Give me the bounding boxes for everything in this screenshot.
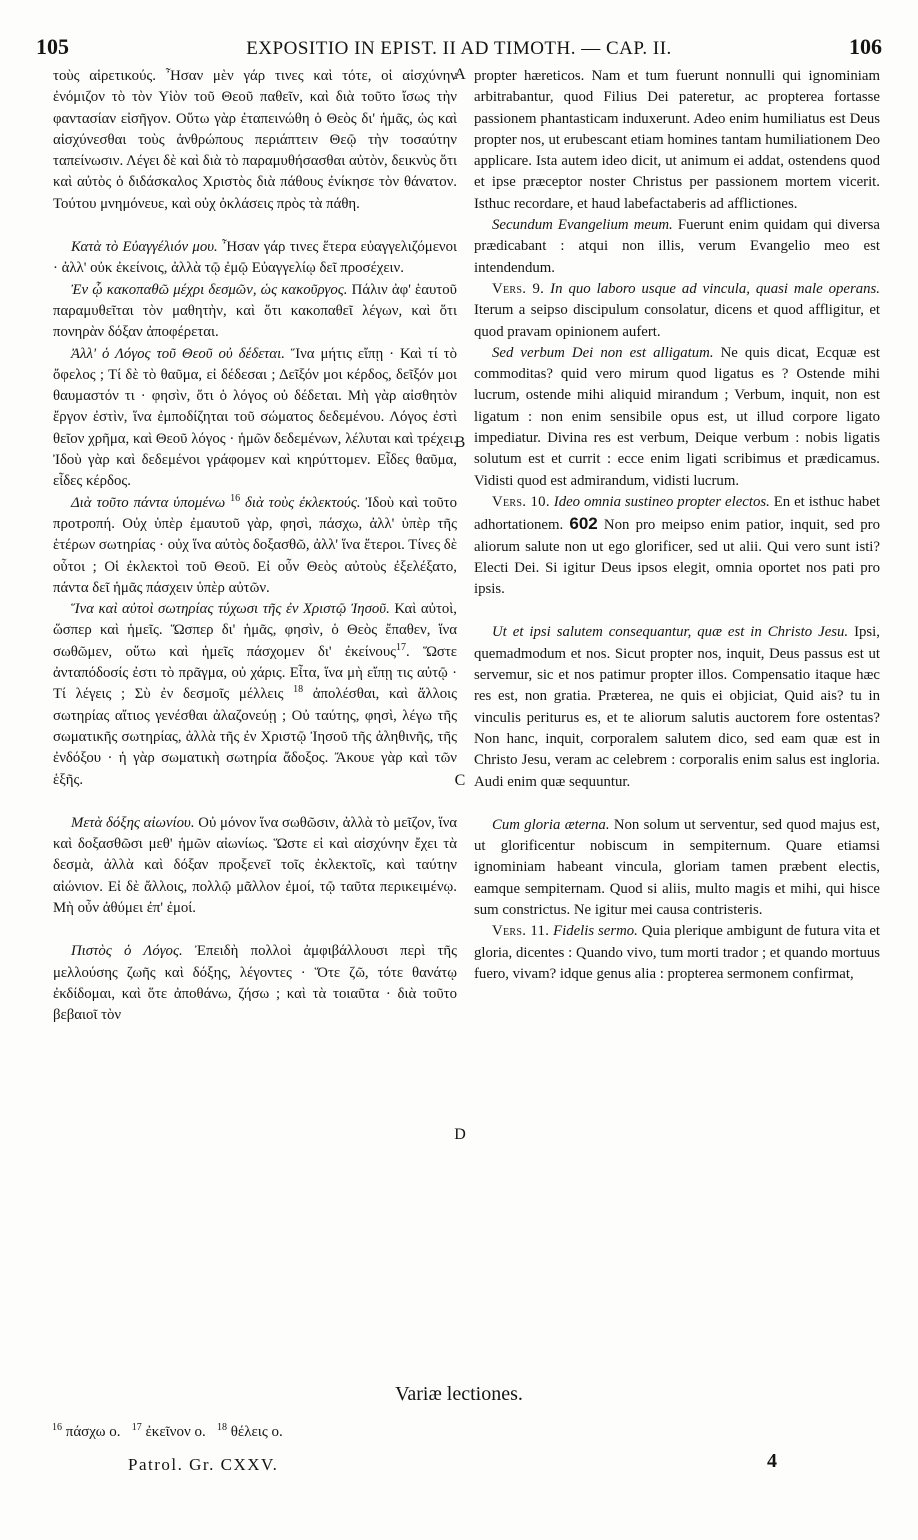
greek-lemma: Ἵνα καὶ αὐτοὶ σωτηρίας τύχωσι τῆς ἐν Χριστῷ Ἰησοῦ. bbox=[71, 601, 390, 618]
latin-text: Quia plerique ambigunt de futura vita et gloria, dicentes : Quando vivo, tum morti trador ; et quando mortuus fuero, vivam? idque genus alia : propterea sermonem confirmat, bbox=[474, 923, 881, 982]
greek-paragraph bbox=[53, 941, 457, 1026]
greek-text: ἀπολέσθαι, καὶ ἄλλοις σωτηρίας αἴτιος γενέσθαι ἀλαζονεύῃ ; Οὐ ταύτης, φησὶ, λέγω τῆς σωματικῆς σωτηρίας, ἀλλὰ τῆς ἐν Χριστῷ Ἰησοῦ τῆς ἀληθινῆς, τῆς ἐνδόξου · ἡ γὰρ σωματικὴ σωτηρία ἄδοξος. Ἄκουε γὰρ καὶ τῶν ἑξῆς. bbox=[53, 686, 458, 788]
latin-paragraph bbox=[474, 492, 880, 600]
greek-paragraph bbox=[53, 493, 457, 599]
footnote-number: 17 bbox=[131, 1422, 142, 1433]
latin-lemma: Sed verbum Dei non est alligatum. bbox=[492, 344, 714, 361]
greek-text: Καὶ αὐτοὶ, ὥσπερ καὶ ἡμεῖς. Ὥσπερ δι' ἡμᾶς, φησὶν, ὁ Θεὸς ἔπαθεν, ἵνα σωθῶμεν, οὕτω καὶ ἡμεῖς πάσχομεν δι' ἐκείνους bbox=[53, 601, 457, 660]
variae-lectiones-title: Variæ lectiones. bbox=[395, 1383, 523, 1405]
page-number-left: 105 bbox=[36, 34, 69, 59]
latin-paragraph bbox=[474, 215, 880, 279]
latin-lemma: Secundum Evangelium meum. bbox=[492, 217, 673, 234]
gathering-signature: 4 bbox=[767, 1450, 777, 1472]
latin-text: Fuerunt enim quidam qui diversa prædicabant : atqui non illis, verum Evangelio meo est intendendum. bbox=[474, 217, 880, 276]
patrologia-signature: Patrol. Gr. CXXV. bbox=[128, 1455, 279, 1474]
latin-lemma: In quo laboro usque ad vincula, quasi male operans. bbox=[550, 280, 881, 297]
latin-paragraph bbox=[474, 921, 880, 985]
running-header bbox=[36, 34, 882, 60]
greek-paragraph bbox=[53, 599, 457, 791]
greek-text: τοὺς αἱρετικούς. Ἦσαν μὲν γάρ τινες καὶ τότε, οἱ αἰσχύνην ἐνόμιζον τὸ τὸν Υἱὸν τοῦ Θεοῦ παθεῖν, καὶ διὰ τοῦτο ἴσως τὴν φαντασίαν εἰσῆγον. Οὕτω γὰρ ἐταπεινώθη ὁ Θεὸς δι' ἡμᾶς, ὡς καὶ αἰσχύνεσθαι τοὺς ἀνθρώπους περιάπτειν Θεῷ τὴν τοσαύτην ταπείνωσιν. Λέγει δὲ καὶ διὰ τὸ παραμυθήσασθαι αὐτὸν, δεικνὺς ὅτι καὶ αὐτὸς ὁ διδάσκαλος Χριστὸς διὰ πάθους ἐνίκησε τὸν θάνατον. Τούτου μνημόνευε, καὶ οὐχ ὀκλάσεις πρὸς τὰ πάθη. bbox=[53, 68, 457, 212]
latin-text: Ne quis dicat, Ecquæ est commoditas? quid vero mirum quod ligatus es ? Ostende mihi lucrum, ostende mihi aliquid mirandum ; Verbum, inquit, non est ligatum : non enim sensibile opus est, ut illud corpore ligato impediatur. Divina res est verbum, Deique verbum : nobis ligatis solutum est et currit : ecce enim ligati scribimus et prædicamus. Vidisti quod est admirandum, vidisti lucrum. bbox=[474, 344, 880, 489]
greek-lemma: Πιστὸς ὁ Λόγος. bbox=[71, 943, 183, 960]
latin-lemma: Ut et ipsi salutem consequantur, quæ est in Christo Jesu. bbox=[492, 624, 849, 641]
greek-text: Οὐ μόνον ἵνα σωθῶσιν, ἀλλὰ τὸ μεῖζον, ἵνα καὶ δοξασθῶσι μεθ' ἡμῶν αἰωνίως. Ὥστε εἰ καὶ αἰσχύνην ἔχει τὰ δεσμὰ, ἀλλὰ καὶ δόξαν προξενεῖ τοῖς ἐκλεκτοῖς, καὶ ταύτην αἰώνιον. Εἰ δὲ ἄλλοις, πολλῷ μᾶλλον ἐμοί, τῷ ταῦτα περικειμένῳ. Μὴ οὖν ἀθύμει ἐπ' ἐμοί. bbox=[53, 814, 458, 916]
footnote-ref: 17 bbox=[396, 641, 407, 653]
greek-lemma: Ἐν ᾧ κακοπαθῶ μέχρι δεσμῶν, ὡς κακοῦργος. bbox=[71, 281, 348, 298]
running-title: EXPOSITIO IN EPIST. II AD TIMOTH. — CAP. II. bbox=[246, 38, 672, 59]
footnote-text: ἐκεῖνον ο. bbox=[145, 1424, 206, 1440]
latin-text: Non pro meipso enim patior, inquit, sed pro aliorum salute non ut ego glorificer, sed ut alii. Qui vero sunt isti? Electi Dei. Si igitur Deus ipsos elegit, omnia oportet nos pati pro ipsis. bbox=[474, 517, 881, 598]
footnote-text: πάσχω ο. bbox=[65, 1424, 121, 1440]
footnote-number: 16 bbox=[52, 1422, 62, 1433]
latin-text: En et isthuc habet adhortationem. bbox=[474, 493, 880, 534]
greek-text: Ἦσαν γάρ τινες ἕτερα εὐαγγελιζόμενοι · ἀλλ' οὐκ ἐκείνοις, ἀλλὰ τῷ ἐμῷ Εὐαγγελίῳ δεῖ προσέχειν. bbox=[53, 239, 457, 277]
footnote-ref: 18 bbox=[293, 684, 304, 696]
latin-text: Iterum a seipso discipulum consolatur, dicens et quod affligitur, et quod pravam opinionem aufert. bbox=[474, 302, 880, 340]
greek-text: Πάλιν ἀφ' ἑαυτοῦ παραμυθεῖται τὸν μαθητὴν, καὶ ὅτι κακοπαθεῖ λέγων, καὶ ὅτι πονηρὰν δόξαν ἀποφέρεται. bbox=[53, 281, 457, 341]
greek-lemma: Διὰ τοῦτο πάντα ὑπομένω bbox=[71, 494, 226, 511]
footnote-number: 18 bbox=[217, 1422, 227, 1433]
verse-number: Vers. 9. bbox=[492, 280, 545, 297]
margin-marker-c: C bbox=[454, 772, 466, 789]
margin-marker-a: A bbox=[454, 66, 466, 83]
footnote-text: θέλεις ο. bbox=[230, 1424, 283, 1440]
footnotes bbox=[52, 1424, 283, 1441]
greek-lemma: Μετὰ δόξης αἰωνίου. bbox=[71, 814, 195, 831]
latin-text: Non solum ut serventur, sed quod majus est, ut glorificentur nobiscum in sempiternum. Quare etiamsi ignominiam habeant vincula, gloriam tamen præbent electis, eamque sempiternam. Quod si aliis, multo magis et mihi, qui hisce sum constrictus. Ne igitur mei causa contristeris. bbox=[474, 816, 880, 918]
latin-text: Ipsi, quemadmodum et nos. Sicut propter nos, inquit, Deus passus est ut servemur, sic et nos patimur propter illos. Compensatio itaque hæc res est, non gratia. Præterea, ne quis ei objiciat, Quid ais? tu in vinculis periturus es, et te aliorum salutis auctorem fore ostentas? Non hanc, inquit, corporalem salutem dico, sed eam quæ est in Christo Jesu, veram ac celebrem : corporalis enim salus est ingloria. Audi enim quæ sequuntur. bbox=[474, 624, 880, 790]
greek-paragraph bbox=[53, 813, 457, 919]
greek-lemma: Ἀλλ' ὁ Λόγος τοῦ Θεοῦ οὐ δέδεται. bbox=[71, 345, 285, 362]
latin-lemma: Cum gloria æterna. bbox=[492, 816, 610, 833]
greek-lemma: διὰ τοὺς ἐκλεκτούς. bbox=[245, 494, 361, 511]
latin-column bbox=[474, 66, 880, 985]
verse-number: Vers. 11. bbox=[492, 923, 550, 940]
greek-paragraph bbox=[53, 344, 457, 493]
greek-text: Ἐπειδὴ πολλοὶ ἀμφιβάλλουσι περὶ τῆς μελλούσης ζωῆς καὶ δόξης, λέγοντες · Ὅτε ζῶ, τότε θανάτῳ ἐκδίδομαι, καὶ ὅτε ἀποθάνω, ζήσω ; καὶ τὰ τοιαῦτα · διὰ τοῦτο βεβαιοῖ τὸν bbox=[53, 943, 458, 1024]
column-number: 602 bbox=[569, 514, 598, 534]
greek-paragraph bbox=[53, 280, 457, 344]
latin-paragraph bbox=[474, 343, 880, 492]
greek-column bbox=[53, 66, 457, 1026]
margin-marker-b: B bbox=[454, 434, 466, 451]
greek-text: Ἰδοὺ καὶ τοῦτο προτροπή. Οὐχ ὑπὲρ ἐμαυτοῦ γὰρ, φησὶ, πάσχω, ἀλλ' ὑπὲρ τῆς ἑτέρων σωτηρίας · οὐχ ἵνα αὐτὸς δοξασθῶ, ἀλλ' ἵνα ἕτεροι. Τίνες δὲ οὗτοι ; Οἱ ἐκλεκτοὶ τοῦ Θεοῦ. Εἰ οὖν Θεὸς αὐτοὺς ἐξελέξατο, πάντα δεῖ ἡμᾶς πάσχειν ὑπὲρ αὐτῶν. bbox=[53, 494, 458, 596]
greek-lemma: Κατὰ τὸ Εὐαγγέλιόν μου. bbox=[71, 239, 218, 256]
footnote-ref: 16 bbox=[230, 492, 241, 504]
greek-paragraph bbox=[53, 237, 457, 280]
greek-text: . Ὥστε ἀνταπόδοσίς ἐστι τὸ πρᾶγμα, οὐ χάρις. Εἶτα, ἵνα μὴ εἴπῃ τις αὐτῷ · Τί λέγεις ; Σὺ ἐν δεσμοῖς μέλλεις bbox=[53, 643, 458, 703]
greek-text: Ἵνα μήτις εἴπῃ · Καὶ τί τὸ ὄφελος ; Τί δὲ τὸ θαῦμα, εἰ δέδεσαι ; Δεῖξόν μοι κέρδος, δεῖξόν μοι θαυμαστόν τι · φησὶν, ὅτι ὁ λόγος οὐ δέδεται. Μὴ γὰρ αἰσθητὸν ἔργον ἐστὶν, ἵνα ἐμποδίζηται τοῦ σώματος δεδεμένου. Λόγος ἐστὶ θεῖον χρῆμα, καὶ Θεοῦ λόγος · ἡμῶν δεδεμένων, λέλυται καὶ τρέχει. Ἰδοὺ γὰρ καὶ δεδεμένοι γράφομεν καὶ κηρύττομεν. Εἶδες θαῦμα, εἶδες κέρδος. bbox=[53, 345, 458, 490]
page-number-right: 106 bbox=[848, 34, 882, 59]
latin-paragraph bbox=[474, 815, 880, 921]
latin-paragraph bbox=[474, 66, 880, 215]
latin-paragraph bbox=[474, 622, 880, 792]
margin-marker-d: D bbox=[454, 1126, 466, 1143]
latin-lemma: Ideo omnia sustineo propter electos. bbox=[553, 493, 770, 510]
verse-number: Vers. 10. bbox=[492, 493, 550, 510]
latin-paragraph bbox=[474, 279, 880, 343]
latin-lemma: Fidelis sermo. bbox=[553, 923, 638, 940]
greek-paragraph bbox=[53, 66, 457, 215]
latin-text: propter hæreticos. Nam et tum fuerunt nonnulli qui ignominiam arbitrabantur, quod Filius Dei pateretur, ac propterea fortasse passionem phantasticam induxerunt. Adeo enim humiliatus est Deus propter nos, ut erubescant etiam homines tantam humiliationem Deo applicare. Ista autem ideo dicit, ut animum ei addat, ostendens quod et ipse præceptor noster Christus per passionem mortem vicerit. Isthuc recordare, et haud labefactaberis ad afflictiones. bbox=[474, 68, 880, 212]
